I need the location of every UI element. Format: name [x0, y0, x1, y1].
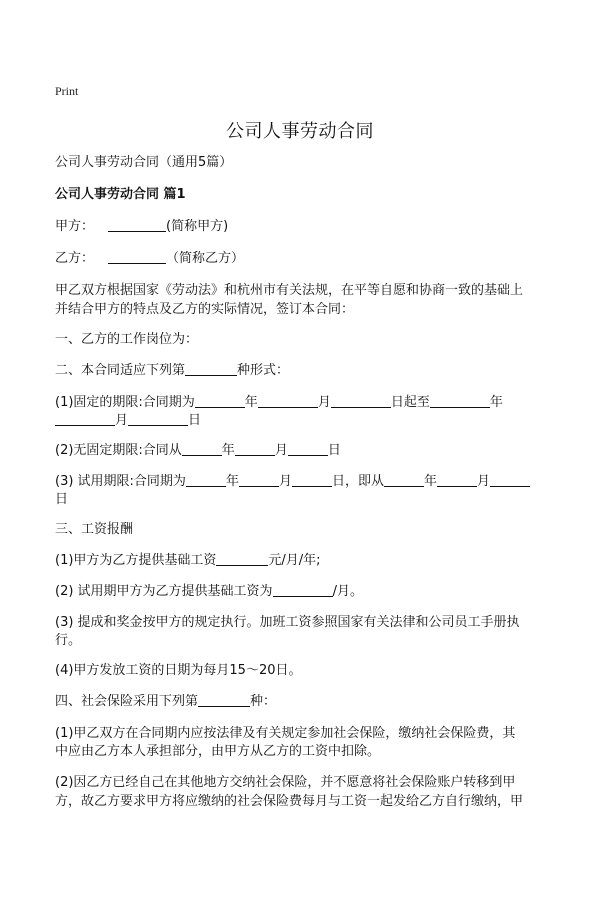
day-label: 日: [55, 492, 69, 507]
pay-item-4: (4)甲方发放工资的日期为每月15～20日。: [55, 663, 302, 678]
page-title: 公司人事劳动合同: [226, 121, 374, 142]
blank-field: [108, 217, 166, 232]
blank-field: [235, 441, 275, 456]
blank-field: [331, 393, 391, 408]
day-label: 日: [188, 413, 202, 428]
pay-item-3-line-2: 行。: [55, 633, 82, 648]
blank-field: [384, 472, 424, 487]
blank-field: [216, 551, 268, 566]
pay-item-3-line-1: (3) 提成和奖金按甲方的规定执行。加班工资参照国家有关法律和公司员工手册执: [55, 615, 520, 630]
blank-field: [239, 472, 279, 487]
pay-item-2: [55, 582, 555, 601]
blank-field: [186, 472, 226, 487]
pay-item-1-text: (1)甲方为乙方提供基础工资: [55, 553, 217, 568]
clause-3-line-2: [55, 490, 555, 509]
party-a-note: (简称甲方): [166, 219, 229, 234]
blank-field: [108, 249, 166, 264]
insurance-item-1-line-2: 中应由乙方本人承担部分，由甲方从乙方的工资中扣除。: [55, 744, 381, 759]
blank-field: [273, 582, 333, 597]
clause-2-text: (2)无固定期限:合同从: [55, 443, 182, 458]
blank-field: [128, 411, 188, 426]
blank-field: [198, 692, 250, 707]
party-b-note: （简称乙方）: [166, 251, 245, 266]
blank-field: [430, 393, 490, 408]
section-heading: 公司人事劳动合同 篇1: [55, 187, 186, 202]
blank-field: [437, 472, 477, 487]
blank-field: [182, 441, 222, 456]
year-label: 年: [225, 474, 239, 489]
insurance-item-2-line-1: (2)因乙方已经自己在其他地方交纳社会保险，并不愿意将社会保险账户转移到甲: [55, 775, 516, 790]
section-2-heading: [55, 361, 555, 380]
clause-1-text: (1)固定的期限:合同期为: [55, 395, 195, 410]
clause-2-line: [55, 441, 555, 460]
year-label: 年: [221, 443, 235, 458]
day-from-label: 日，即从: [331, 474, 384, 489]
blank-field: [288, 441, 328, 456]
pay-item-1-unit: 元/月/年;: [268, 553, 321, 568]
document-subtitle: 公司人事劳动合同（通用5篇）: [55, 155, 233, 170]
year-label: 年: [489, 395, 503, 410]
month-label: 月: [115, 413, 129, 428]
party-a-line: [55, 217, 555, 236]
party-b-line: [55, 249, 555, 268]
party-a-label: 甲方：: [55, 219, 95, 234]
insurance-item-1-line-1: (1)甲乙双方在合同期内应按法律及有关规定参加社会保险，缴纳社会保险费，其: [55, 726, 516, 741]
section-3-heading: 三、工资报酬: [55, 522, 134, 537]
clause-1-line-1: [55, 393, 555, 412]
year-label: 年: [244, 395, 258, 410]
blank-field: [185, 361, 237, 376]
clause-3-text: (3) 试用期限:合同期为: [55, 474, 186, 489]
day-until-label: 日起至: [390, 395, 430, 410]
insurance-item-2-line-2: 方，故乙方要求甲方将应缴纳的社会保险费每月与工资一起发给乙方自行缴纳，甲: [55, 794, 524, 809]
month-label: 月: [477, 474, 491, 489]
print-link[interactable]: Print: [55, 84, 79, 98]
month-label: 月: [274, 443, 288, 458]
section-4-text-b: 种：: [250, 694, 277, 709]
clause-3-line-1: [55, 472, 555, 491]
section-4-text-a: 四、社会保险采用下列第: [55, 694, 199, 709]
pay-item-1: [55, 551, 555, 570]
party-b-label: 乙方：: [55, 251, 95, 266]
blank-field: [292, 472, 332, 487]
blank-field: [195, 393, 245, 408]
intro-line-1: 甲乙双方根据国家《劳动法》和杭州市有关法规，在平等自愿和协商一致的基础上: [55, 283, 524, 298]
intro-line-2: 并结合甲方的特点及乙方的实际情况，签订本合同：: [55, 302, 355, 317]
month-label: 月: [278, 474, 292, 489]
section-4-heading: [55, 692, 555, 711]
pay-item-2-unit: /月。: [332, 584, 363, 599]
section-2-text-a: 二、本合同适应下列第: [55, 363, 186, 378]
section-1-heading: 一、乙方的工作岗位为：: [55, 332, 199, 347]
blank-field: [490, 472, 530, 487]
blank-field: [258, 393, 318, 408]
pay-item-2-text: (2) 试用期甲方为乙方提供基础工资为: [55, 584, 273, 599]
section-2-text-b: 种形式：: [237, 363, 290, 378]
month-label: 月: [317, 395, 331, 410]
day-label: 日: [327, 443, 341, 458]
clause-1-line-2: [55, 411, 555, 430]
year-label: 年: [423, 474, 437, 489]
blank-field: [55, 411, 115, 426]
